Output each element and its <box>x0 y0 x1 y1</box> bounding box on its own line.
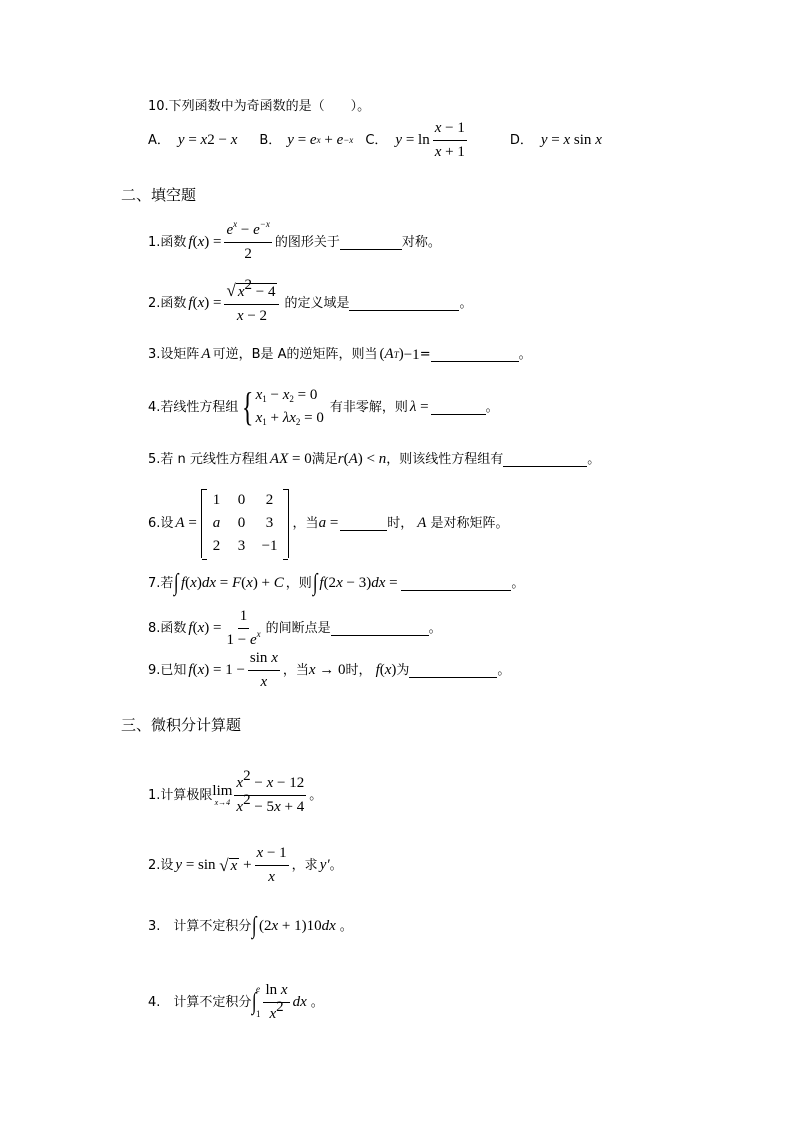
answer-blank-4[interactable] <box>431 400 486 415</box>
fill-q1-end: 对称。 <box>401 234 441 250</box>
fill-q4-end: 。 <box>485 399 499 415</box>
fill-q4-prefix: 4.若线性方程组 <box>148 399 239 415</box>
fill-question-5: 5.若 n 元线性方程组 AX = 0 满足 r ( A ) < n ，则该线性方程组有 。 <box>148 451 601 467</box>
calc-q4-end: 。 <box>310 994 324 1010</box>
option-d: D． y = x sin x <box>509 131 602 148</box>
calc-q3-prefix: 3. 计算不定积分 <box>148 918 252 934</box>
definite-integral: ∫ e 1 <box>252 984 261 1019</box>
fill-q3-end: 。 <box>518 347 532 362</box>
equation-system: $x_1 - x_2 = 0$ $x_1 + \lambda x_2 = 0$ <box>255 387 324 427</box>
left-brace-icon: { <box>242 384 254 429</box>
option-b: B． y = e x + e −x <box>259 131 354 148</box>
fill-q5-mid: 满足 <box>311 452 338 467</box>
fill-q3-eq: = <box>419 347 431 362</box>
question-10-text: 10.下列函数中为奇函数的是（ ）。 <box>148 99 371 114</box>
fill-q9-mid: ，当 <box>282 662 309 678</box>
option-b-label: B． <box>259 132 282 148</box>
calc-q2-mid: ，求 <box>291 857 318 873</box>
section-3-heading: 三、微积分计算题 <box>121 716 242 734</box>
fill-question-2: 2.函数 f ( x ) = √ $x^2 - 4$ x − 2 的定义域是 。 <box>148 277 473 324</box>
fill-q5-mid2: ，则该线性方程组有 <box>386 452 504 467</box>
calc-question-4: 4. 计算不定积分 ∫ e 1 $\frac{\text{ln x}}{x^2}$ dx 。 <box>148 982 324 1022</box>
fill-q3-prefix: 3.设矩阵 <box>148 347 200 362</box>
fill-q2-prefix: 2.函数 <box>148 295 187 311</box>
fill-q7-end: 。 <box>511 575 525 591</box>
fill-q8-prefix: 8.函数 <box>148 620 187 636</box>
answer-blank-5[interactable] <box>503 452 587 467</box>
fill-q9-mid3: 为 <box>396 662 410 678</box>
integral-icon: ∫ <box>312 570 318 596</box>
option-c-formula: y <box>395 131 403 148</box>
option-c: C． y = ln $\frac{x - 1}{x + 1}$ <box>365 120 465 160</box>
matrix-a: 1 0 2 a 0 3 2 3 −1 <box>201 489 289 558</box>
section-2-heading: 二、填空题 <box>121 186 197 204</box>
fill-question-3: 3.设矩阵 A 可逆，B是 A的逆矩阵，则当 ( A T ) −1 = 。 <box>148 346 532 363</box>
fill-q1-prefix: 1.函数 <box>148 234 187 250</box>
calc-q2-end: 。 <box>329 857 343 873</box>
answer-blank-2[interactable] <box>349 296 459 311</box>
fill-q5-prefix: 5.若 n 元线性方程组 <box>148 452 268 467</box>
fill-question-9: 9.已知 f ( x ) = 1 − $\frac{\text{sin x}}{x}$ ，当 x → 0 时， f ( x ) 为 。 <box>148 650 511 690</box>
question-10-stem <box>148 100 370 113</box>
fill-q2-suffix: 的定义域是 <box>284 295 350 311</box>
option-d-label: D． <box>509 132 533 148</box>
fill-q7-prefix: 7.若 <box>148 575 174 591</box>
fill-q8-end: 。 <box>428 620 442 636</box>
calc-q2-prefix: 2.设 <box>148 857 174 873</box>
calc-q4-prefix: 4. 计算不定积分 <box>148 994 252 1010</box>
option-c-label: C． <box>365 132 388 148</box>
fill-question-6: 6.设 A = 1 0 2 a 0 3 2 3 −1 ，当 a = 时， A 是对称矩阵。 <box>148 489 508 558</box>
calc-question-3: 3. 计算不定积分 ∫ (2 x + 1) 10 dx 。 <box>148 913 353 939</box>
option-b-formula: y <box>287 131 294 148</box>
limit-symbol: lim x→4 <box>212 782 233 807</box>
fill-question-7: 7.若 ∫ f ( x ) dx = F ( x ) + C ，则 ∫ f (2 x − 3) dx = 。 <box>148 570 525 596</box>
fill-question-8: 8.函数 f ( x ) = $\frac{1}{1 - e^x}$ 的间断点是 。 <box>148 608 442 648</box>
answer-blank-1[interactable] <box>340 235 402 250</box>
fill-q9-prefix: 9.已知 <box>148 662 187 678</box>
answer-blank-6[interactable] <box>340 516 387 531</box>
fill-q9-end: 。 <box>497 662 511 678</box>
integral-icon: ∫ <box>252 913 257 939</box>
answer-blank-7[interactable] <box>401 576 511 591</box>
calc-q1-end: 。 <box>309 787 323 803</box>
fill-question-4: 4.若线性方程组 { $x_1 - x_2 = 0$ $x_1 + \lambda x_2 = 0$ 有非零解，则 λ = 。 <box>148 384 499 429</box>
fill-q6-prefix: 6.设 <box>148 516 174 531</box>
fill-q9-mid2: 时， <box>345 662 372 678</box>
fill-q6-mid: ，当 <box>292 516 319 531</box>
option-a: A． y = x 2 − x <box>148 131 238 148</box>
fill-q6-end: 是对称矩阵。 <box>430 516 509 531</box>
calc-question-2: 2.设 y = sin √ x + $\frac{x - 1}{x}$ ，求 y′ 。 <box>148 845 343 885</box>
fill-q5-end: 。 <box>587 452 601 467</box>
option-a-label: A． <box>148 132 170 148</box>
integral-icon: ∫ <box>174 570 179 596</box>
fill-q2-end: 。 <box>459 295 473 311</box>
option-d-formula: y <box>540 131 548 148</box>
calc-question-1: 1.计算极限 lim x→4 $\frac{x^2 - x - 12}{x^2 - 5x + 4}$ 。 <box>148 768 323 815</box>
fill-q6-mid2: 时， <box>387 516 414 531</box>
question-10-options <box>148 120 602 160</box>
fill-q8-suffix: 的间断点是 <box>265 620 331 636</box>
fill-q4-mid: 有非零解，则 <box>329 399 408 415</box>
option-a-formula: y <box>177 131 185 148</box>
answer-blank-9[interactable] <box>409 663 497 678</box>
fill-q7-mid: ，则 <box>285 575 312 591</box>
fill-q1-suffix: 的图形关于 <box>274 234 340 250</box>
answer-blank-8[interactable] <box>331 621 429 636</box>
integral-icon: ∫ <box>252 989 257 1015</box>
fill-q3-mid: 可逆，B是 A的逆矩阵，则当 <box>212 347 378 362</box>
fill-question-1: 1.函数 f ( x ) = $\frac{e^x - e^{-x}}{2}$ 的图形关于 对称。 <box>148 219 441 262</box>
answer-blank-3[interactable] <box>431 347 519 362</box>
calc-q1-prefix: 1.计算极限 <box>148 787 213 803</box>
calc-q3-end: 。 <box>339 918 353 934</box>
